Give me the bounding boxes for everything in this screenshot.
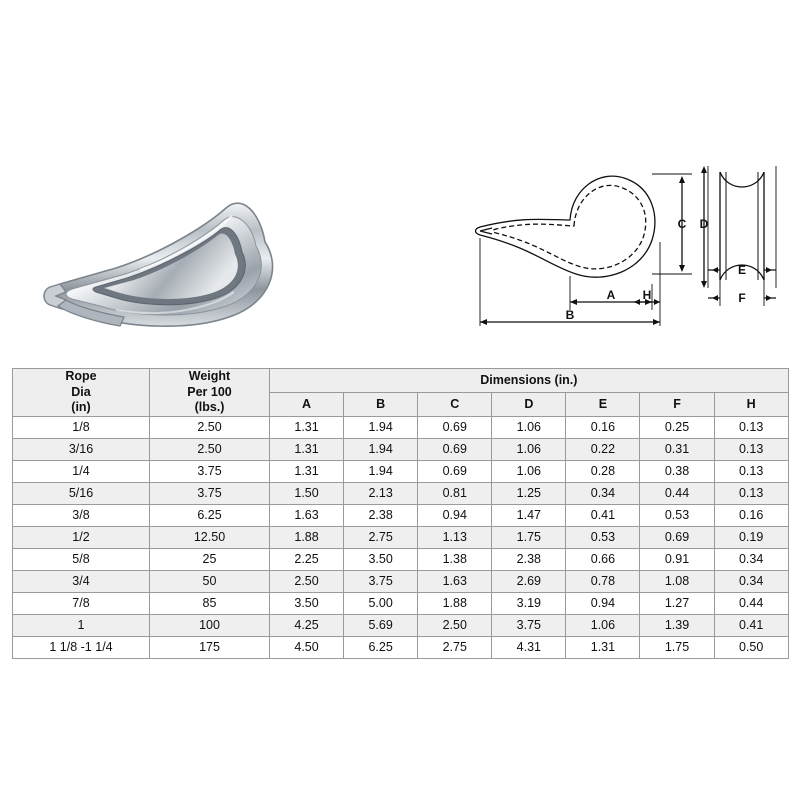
cell-dim-b: 2.75 [344,526,418,548]
table-row [13,416,789,438]
front-view-top-groove [720,172,764,187]
spec-table [12,368,789,659]
label-f: F [738,291,746,305]
side-view-inner-dashed [493,185,646,268]
cell-dim-b: 1.94 [344,460,418,482]
cell-weight: 85 [150,592,270,614]
cell-dim-f: 0.69 [640,526,714,548]
cell-dim-b: 1.94 [344,416,418,438]
label-c: C [677,217,687,231]
cell-rope-dia: 3/8 [13,504,150,526]
cell-rope-dia: 1 [13,614,150,636]
table-row [13,636,789,658]
header-rope-dia-line1: Rope [65,369,97,383]
table-row [13,526,789,548]
cell-dim-c: 2.75 [418,636,492,658]
cell-dim-b: 1.94 [344,438,418,460]
table-row [13,570,789,592]
cell-rope-dia: 1/8 [13,416,150,438]
cell-dim-a: 2.25 [270,548,344,570]
dimension-diagram [420,150,780,345]
cell-dim-b: 2.13 [344,482,418,504]
cell-dim-b: 2.38 [344,504,418,526]
cell-dim-e: 0.78 [566,570,640,592]
cell-dim-b: 5.00 [344,592,418,614]
cell-rope-dia: 3/16 [13,438,150,460]
header-dim-h: H [714,392,788,416]
cell-dim-h: 0.41 [714,614,788,636]
cell-weight: 6.25 [150,504,270,526]
side-view-tip [480,228,492,234]
cell-dim-b: 5.69 [344,614,418,636]
cell-dim-f: 1.27 [640,592,714,614]
cell-dim-e: 0.22 [566,438,640,460]
cell-dim-c: 0.81 [418,482,492,504]
cell-dim-a: 1.31 [270,438,344,460]
cell-dim-b: 6.25 [344,636,418,658]
dim-arrow-e-right [766,267,772,273]
header-rope-dia [13,369,150,417]
cell-dim-f: 0.44 [640,482,714,504]
cell-dim-f: 0.53 [640,504,714,526]
cell-dim-e: 1.31 [566,636,640,658]
dim-arrow-a-left [570,299,577,305]
cell-dim-c: 1.38 [418,548,492,570]
cell-dim-a: 1.50 [270,482,344,504]
thimble-photo-svg [20,150,320,350]
cell-dim-h: 0.13 [714,482,788,504]
dim-arrow-b-left [480,319,487,325]
table-row [13,548,789,570]
cell-rope-dia: 1/4 [13,460,150,482]
cell-dim-a: 4.50 [270,636,344,658]
cell-dim-h: 0.44 [714,592,788,614]
cell-dim-c: 0.69 [418,438,492,460]
cell-weight: 3.75 [150,482,270,504]
header-weight [150,369,270,417]
cell-dim-h: 0.50 [714,636,788,658]
cell-dim-f: 1.39 [640,614,714,636]
cell-weight: 175 [150,636,270,658]
cell-weight: 100 [150,614,270,636]
cell-dim-d: 2.69 [492,570,566,592]
cell-dim-c: 2.50 [418,614,492,636]
cell-dim-f: 0.31 [640,438,714,460]
cell-dim-e: 0.41 [566,504,640,526]
cell-rope-dia: 7/8 [13,592,150,614]
cell-dim-d: 1.06 [492,438,566,460]
label-b: B [565,308,575,322]
cell-rope-dia: 5/16 [13,482,150,504]
header-dimensions: Dimensions (in.) [270,369,789,393]
thimble-photo [20,150,320,350]
header-dim-f: F [640,392,714,416]
dim-arrow-d-top [701,166,707,173]
cell-dim-d: 1.06 [492,460,566,482]
illustration-area [0,0,800,360]
cell-dim-h: 0.13 [714,460,788,482]
spec-table-wrap [12,368,788,659]
header-row-1 [13,369,789,393]
header-rope-dia-line2: Dia [71,384,91,399]
cell-dim-f: 0.38 [640,460,714,482]
cell-weight: 3.75 [150,460,270,482]
label-a: A [606,288,616,302]
dim-arrow-d-bottom [701,281,707,288]
cell-dim-d: 1.47 [492,504,566,526]
cell-dim-d: 1.75 [492,526,566,548]
header-dim-a: A [270,392,344,416]
table-row [13,460,789,482]
dim-arrow-h-left [634,299,640,305]
table-row [13,482,789,504]
cell-dim-f: 1.08 [640,570,714,592]
cell-dim-h: 0.34 [714,548,788,570]
dim-arrow-c-top [679,176,685,183]
cell-dim-c: 1.13 [418,526,492,548]
header-weight-line2: Per 100 [187,384,232,399]
spec-table-body [13,416,789,658]
cell-dim-c: 1.63 [418,570,492,592]
table-row [13,614,789,636]
cell-dim-e: 1.06 [566,614,640,636]
header-weight-line3: (lbs.) [194,400,225,415]
side-view-outline [476,176,655,277]
cell-dim-d: 2.38 [492,548,566,570]
cell-dim-c: 0.94 [418,504,492,526]
cell-dim-c: 0.69 [418,416,492,438]
dim-arrow-e-left [712,267,718,273]
cell-dim-e: 0.66 [566,548,640,570]
header-weight-line1: Weight [188,369,231,383]
cell-dim-f: 0.25 [640,416,714,438]
cell-dim-d: 3.19 [492,592,566,614]
cell-dim-e: 0.53 [566,526,640,548]
cell-weight: 50 [150,570,270,592]
cell-dim-d: 3.75 [492,614,566,636]
cell-dim-e: 0.34 [566,482,640,504]
cell-dim-h: 0.34 [714,570,788,592]
cell-dim-a: 1.88 [270,526,344,548]
cell-dim-h: 0.13 [714,438,788,460]
cell-dim-d: 1.06 [492,416,566,438]
cell-dim-h: 0.19 [714,526,788,548]
table-row [13,438,789,460]
dimension-diagram-svg [420,150,780,345]
dim-arrow-c-bottom [679,265,685,272]
cell-rope-dia: 1 1/8 -1 1/4 [13,636,150,658]
cell-rope-dia: 1/2 [13,526,150,548]
cell-dim-h: 0.13 [714,416,788,438]
cell-dim-a: 1.31 [270,460,344,482]
cell-dim-a: 1.63 [270,504,344,526]
cell-dim-e: 0.28 [566,460,640,482]
spec-table-head [13,369,789,417]
cell-dim-b: 3.50 [344,548,418,570]
label-e: E [737,263,747,277]
header-dim-b: B [344,392,418,416]
cell-dim-a: 2.50 [270,570,344,592]
cell-dim-d: 4.31 [492,636,566,658]
dim-arrow-b-right [653,319,660,325]
cell-dim-f: 0.91 [640,548,714,570]
cell-rope-dia: 3/4 [13,570,150,592]
cell-weight: 2.50 [150,438,270,460]
cell-dim-c: 0.69 [418,460,492,482]
cell-dim-c: 1.88 [418,592,492,614]
cell-dim-h: 0.16 [714,504,788,526]
dim-arrow-f-right [766,295,772,301]
cell-dim-a: 1.31 [270,416,344,438]
dim-arrow-h-right [654,299,660,305]
cell-rope-dia: 5/8 [13,548,150,570]
dim-arrow-f-left [712,295,718,301]
cell-dim-e: 0.94 [566,592,640,614]
cell-dim-a: 4.25 [270,614,344,636]
cell-weight: 25 [150,548,270,570]
cell-dim-f: 1.75 [640,636,714,658]
cell-weight: 2.50 [150,416,270,438]
label-h: H [642,288,652,302]
header-rope-dia-line3: (in) [71,400,91,415]
cell-dim-e: 0.16 [566,416,640,438]
header-dim-d: D [492,392,566,416]
table-row [13,504,789,526]
table-row [13,592,789,614]
header-dim-e: E [566,392,640,416]
cell-weight: 12.50 [150,526,270,548]
cell-dim-b: 3.75 [344,570,418,592]
cell-dim-d: 1.25 [492,482,566,504]
label-d: D [699,217,709,231]
header-dim-c: C [418,392,492,416]
cell-dim-a: 3.50 [270,592,344,614]
